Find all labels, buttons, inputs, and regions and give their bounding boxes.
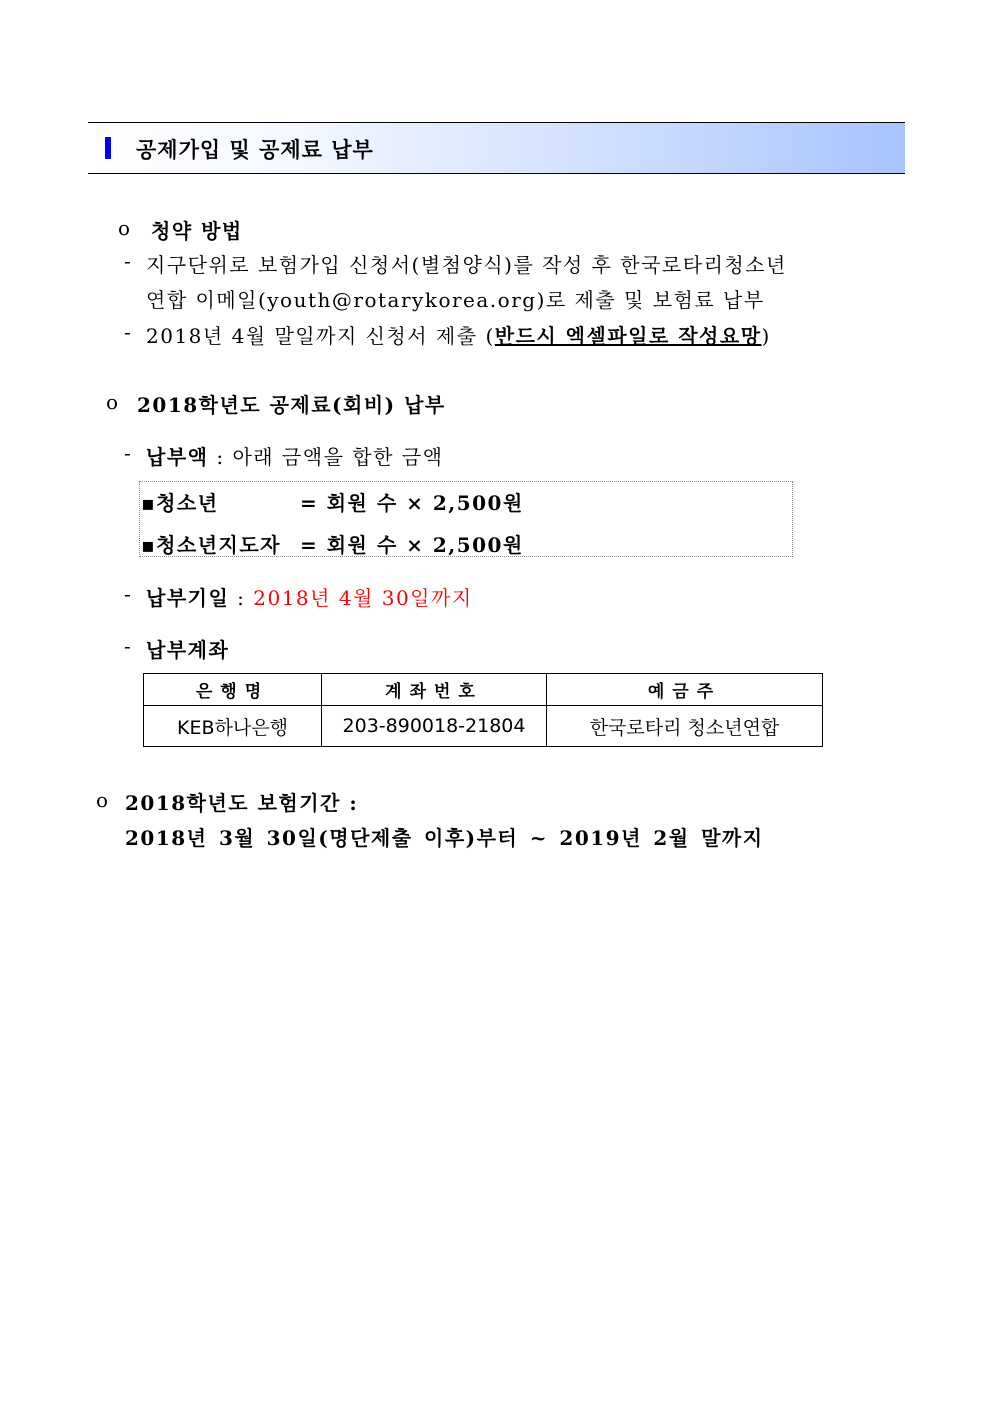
section-header-title: 공제가입 및 공제료 납부: [136, 138, 374, 162]
section1-line-3: [146, 320, 771, 349]
section1-line-1: 지구단위로 보험가입 신청서(별첨양식)를 작성 후 한국로타리청소년: [146, 253, 787, 277]
fee-marker: ▪: [141, 491, 157, 515]
section3-bullet: o: [96, 788, 110, 812]
due-date: 2018년 4월 30일까지: [253, 586, 473, 610]
account-label: 납부계좌: [146, 638, 230, 662]
amount-text: 아래 금액을 합한 금액: [232, 445, 444, 469]
account-table-header: [144, 674, 823, 706]
fee-formula-1: = 회원 수 × 2,500원: [300, 491, 524, 515]
line3-prefix: 2018년 4월 말일까지 신청서 제출: [146, 324, 478, 348]
account-table: [143, 673, 823, 747]
section3-period: 2018년 3월 30일(명단제출 이후)부터 ~ 2019년 2월 말까지: [125, 826, 764, 850]
section-header-bar: [88, 122, 905, 174]
header-bank: 은행명: [144, 674, 322, 706]
section1-bullet: o: [118, 216, 132, 240]
fee-name: 청소년지도자: [156, 533, 281, 557]
section1-dash-1: -: [124, 249, 133, 273]
section2-bullet: o: [106, 390, 120, 414]
header-marker: [105, 137, 111, 159]
amount-label: 납부액: [146, 445, 209, 469]
section3-title: 2018학년도 보험기간 :: [125, 791, 359, 815]
due-label: 납부기일: [146, 586, 230, 610]
section2-title: 2018학년도 공제료(회비) 납부: [137, 393, 446, 417]
cell-account-number: 203-890018-21804: [322, 706, 547, 747]
amount-colon: :: [216, 445, 225, 469]
line3-close-paren: ): [761, 324, 771, 348]
table-row: [144, 706, 823, 747]
section2-dash-account: -: [124, 634, 133, 658]
cell-holder: 한국로타리 청소년연합: [547, 706, 823, 747]
section1-dash-2: -: [124, 320, 133, 344]
section2-dash-amount: -: [124, 441, 133, 465]
fee-row-2: [141, 529, 281, 558]
fee-marker: ▪: [141, 533, 157, 557]
line3-open-paren: (: [485, 324, 495, 348]
line3-emphasis: 반드시 엑셀파일로 작성요망: [494, 324, 762, 348]
fee-row-1: [141, 487, 219, 516]
cell-bank: KEB하나은행: [144, 706, 322, 747]
amount-line: [146, 441, 443, 470]
fee-formula-2: = 회원 수 × 2,500원: [300, 533, 524, 557]
header-holder: 예금주: [547, 674, 823, 706]
header-account-number: 계좌번호: [322, 674, 547, 706]
due-line: [146, 582, 473, 611]
due-colon: :: [237, 586, 246, 610]
section2-dash-due: -: [124, 582, 133, 606]
section1-line-2: 연합 이메일(youth@rotarykorea.org)로 제출 및 보험료 납부: [146, 288, 765, 312]
fee-name: 청소년: [156, 491, 219, 515]
section1-title: 청약 방법: [151, 219, 243, 243]
